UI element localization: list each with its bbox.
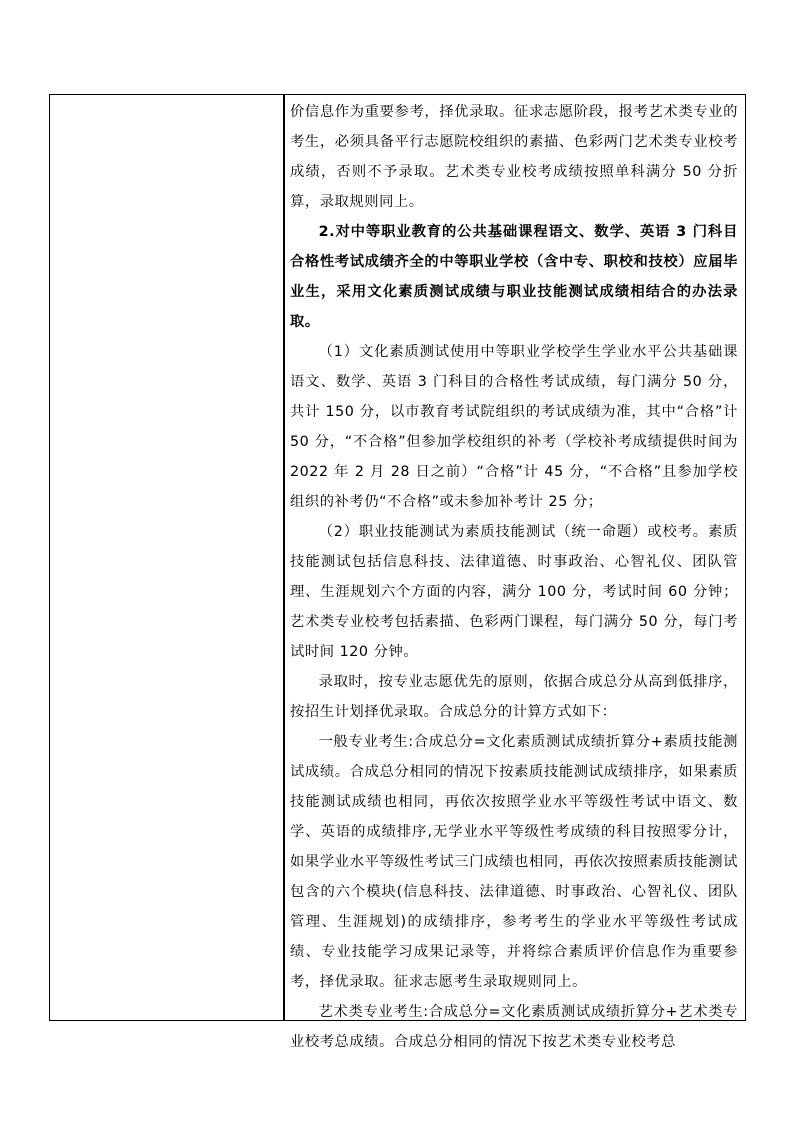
paragraph-5: 录取时，按专业志愿优先的原则，依据合成总分从高到低排序，按招生计划择优录取。合成总分的计算方式如下： [290, 674, 738, 720]
paragraph-2-heading: 2.对中等职业教育的公共基础课程语文、数学、英语 3 门科目合格性考试成绩齐全的中等职业学校（含中专、职校和技校）应届毕业生，采用文化素质测试成绩与职业技能测试成绩相结合的办法录取。 [290, 224, 738, 330]
paragraph-4: （2）职业技能测试为素质技能测试（统一命题）或校考。素质技能测试包括信息科技、法律道德、时事政治、心智礼仪、团队管理、生涯规划六个方面的内容，满分 100 分，考试时间 60 分钟；艺术类专业校考包括素描、色彩两门课程，每门满分 50 分，每门考试时间 120 分钟。 [290, 524, 738, 660]
column-divider [283, 95, 285, 1020]
table-right-cell-content [290, 97, 738, 1057]
paragraph-3: （1）文化素质测试使用中等职业学校学生学业水平公共基础课语文、数学、英语 3 门科目的合格性考试成绩，每门满分 50 分，共计 150 分，以市教育考试院组织的考试成绩为准，其中“合格”计 50 分，“不合格”但参加学校组织的补考（学校补考成绩提供时间为 2022 年 2 月 28 日之前）“合格”计 45 分，“不合格”且参加学校组织的补考仍“不合格”或未参加补考计 25 分； [290, 344, 738, 510]
paragraph-6: 一般专业考生:合成总分=文化素质测试成绩折算分+素质技能测试成绩。合成总分相同的情况下按素质技能测试成绩排序，如果素质技能测试成绩也相同，再依次按照学业水平等级性考试中语文、数学、英语的成绩排序,无学业水平等级性考成绩的科目按照零分计，如果学业水平等级性考试三门成绩也相同，再依次按照素质技能测试包含的六个模块(信息科技、法律道德、时事政治、心智礼仪、团队管理、生涯规划)的成绩排序，参考考生的学业水平等级性考试成绩、专业技能学习成果记录等，并将综合素质评价信息作为重要参考，择优录取。征求志愿考生录取规则同上。 [290, 734, 738, 990]
paragraph-1: 价信息作为重要参考，择优录取。征求志愿阶段，报考艺术类专业的考生，必须具备平行志愿院校组织的素描、色彩两门艺术类专业校考成绩，否则不予录取。艺术类专业校考成绩按照单科满分 50 分折算，录取规则同上。 [290, 104, 738, 210]
paragraph-7: 艺术类专业考生:合成总分=文化素质测试成绩折算分+艺术类专业校考总成绩。合成总分相同的情况下按艺术类专业校考总 [290, 1004, 738, 1050]
table-left-cell [50, 95, 283, 1020]
